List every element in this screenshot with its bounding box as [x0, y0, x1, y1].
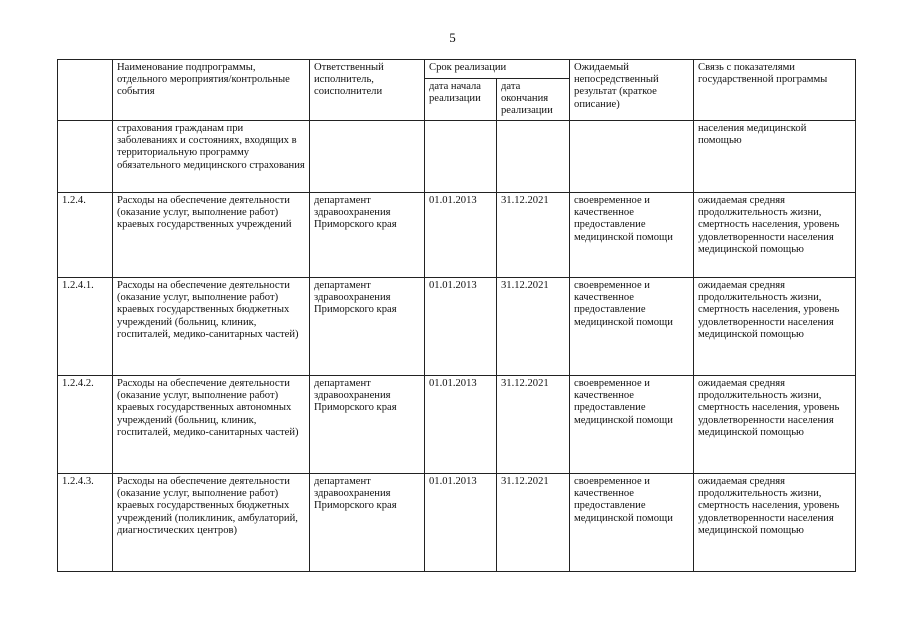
- row-responsible: департамент здравоохранения Приморского края: [310, 193, 425, 278]
- row-number: 1.2.4.: [58, 193, 113, 278]
- table-row: [58, 193, 856, 278]
- row-number: [58, 121, 113, 193]
- table-row: [58, 278, 856, 376]
- row-link: ожидаемая средняя продолжительность жизни, смертность населения, уровень удовлетворенности населения медицинской помощью: [694, 376, 856, 474]
- row-name: Расходы на обеспечение деятельности (оказание услуг, выполнение работ) краевых государственных бюджетных учреждений (больниц, клиник, госпиталей, медико-санитарных частей): [113, 278, 310, 376]
- table-row: [58, 121, 856, 193]
- row-responsible: департамент здравоохранения Приморского края: [310, 278, 425, 376]
- header-start-cell: дата начала реализации: [425, 79, 497, 121]
- table-row: [58, 474, 856, 572]
- row-link: ожидаемая средняя продолжительность жизни, смертность населения, уровень удовлетворенности населения медицинской помощью: [694, 278, 856, 376]
- header-link-cell: Связь с показателями государственной программы: [694, 60, 856, 121]
- row-result: своевременное и качественное предоставление медицинской помощи: [570, 474, 694, 572]
- header-end-cell: дата окончания реализации: [497, 79, 570, 121]
- row-start-date: 01.01.2013: [425, 193, 497, 278]
- header-responsible-cell: Ответственный исполнитель, соисполнители: [310, 60, 425, 121]
- row-name: Расходы на обеспечение деятельности (оказание услуг, выполнение работ) краевых государственных автономных учреждений (больниц, клиник, госпиталей, медико-санитарных частей): [113, 376, 310, 474]
- row-responsible: [310, 121, 425, 193]
- row-name: страхования гражданам при заболеваниях и состояниях, входящих в территориальную программу обязательного медицинского страхования: [113, 121, 310, 193]
- row-result: своевременное и качественное предоставление медицинской помощи: [570, 193, 694, 278]
- row-start-date: [425, 121, 497, 193]
- row-responsible: департамент здравоохранения Приморского края: [310, 376, 425, 474]
- row-end-date: 31.12.2021: [497, 474, 570, 572]
- row-start-date: 01.01.2013: [425, 376, 497, 474]
- table-body: [58, 121, 856, 572]
- page-number: 5: [449, 30, 456, 45]
- row-start-date: 01.01.2013: [425, 474, 497, 572]
- row-link: ожидаемая средняя продолжительность жизни, смертность населения, уровень удовлетворенности населения медицинской помощью: [694, 474, 856, 572]
- header-name-cell: Наименование подпрограммы, отдельного мероприятия/контрольные события: [113, 60, 310, 121]
- row-number: 1.2.4.2.: [58, 376, 113, 474]
- row-name: Расходы на обеспечение деятельности (оказание услуг, выполнение работ) краевых государственных бюджетных учреждений (поликлиник, амбулаторий, диагностических центров): [113, 474, 310, 572]
- header-result-cell: Ожидаемый непосредственный результат (краткое описание): [570, 60, 694, 121]
- row-result: своевременное и качественное предоставление медицинской помощи: [570, 376, 694, 474]
- program-table: [57, 59, 856, 572]
- row-start-date: 01.01.2013: [425, 278, 497, 376]
- row-end-date: [497, 121, 570, 193]
- row-link: населения медицинской помощью: [694, 121, 856, 193]
- row-link: ожидаемая средняя продолжительность жизни, смертность населения, уровень удовлетворенности населения медицинской помощью: [694, 193, 856, 278]
- row-end-date: 31.12.2021: [497, 193, 570, 278]
- header-number-cell: [58, 60, 113, 121]
- row-number: 1.2.4.1.: [58, 278, 113, 376]
- header-period-cell: Срок реализации: [425, 60, 570, 79]
- table-header: [58, 60, 856, 121]
- row-number: 1.2.4.3.: [58, 474, 113, 572]
- row-end-date: 31.12.2021: [497, 376, 570, 474]
- table-row: [58, 376, 856, 474]
- row-result: [570, 121, 694, 193]
- row-responsible: департамент здравоохранения Приморского края: [310, 474, 425, 572]
- row-result: своевременное и качественное предоставление медицинской помощи: [570, 278, 694, 376]
- row-end-date: 31.12.2021: [497, 278, 570, 376]
- row-name: Расходы на обеспечение деятельности (оказание услуг, выполнение работ) краевых государственных учреждений: [113, 193, 310, 278]
